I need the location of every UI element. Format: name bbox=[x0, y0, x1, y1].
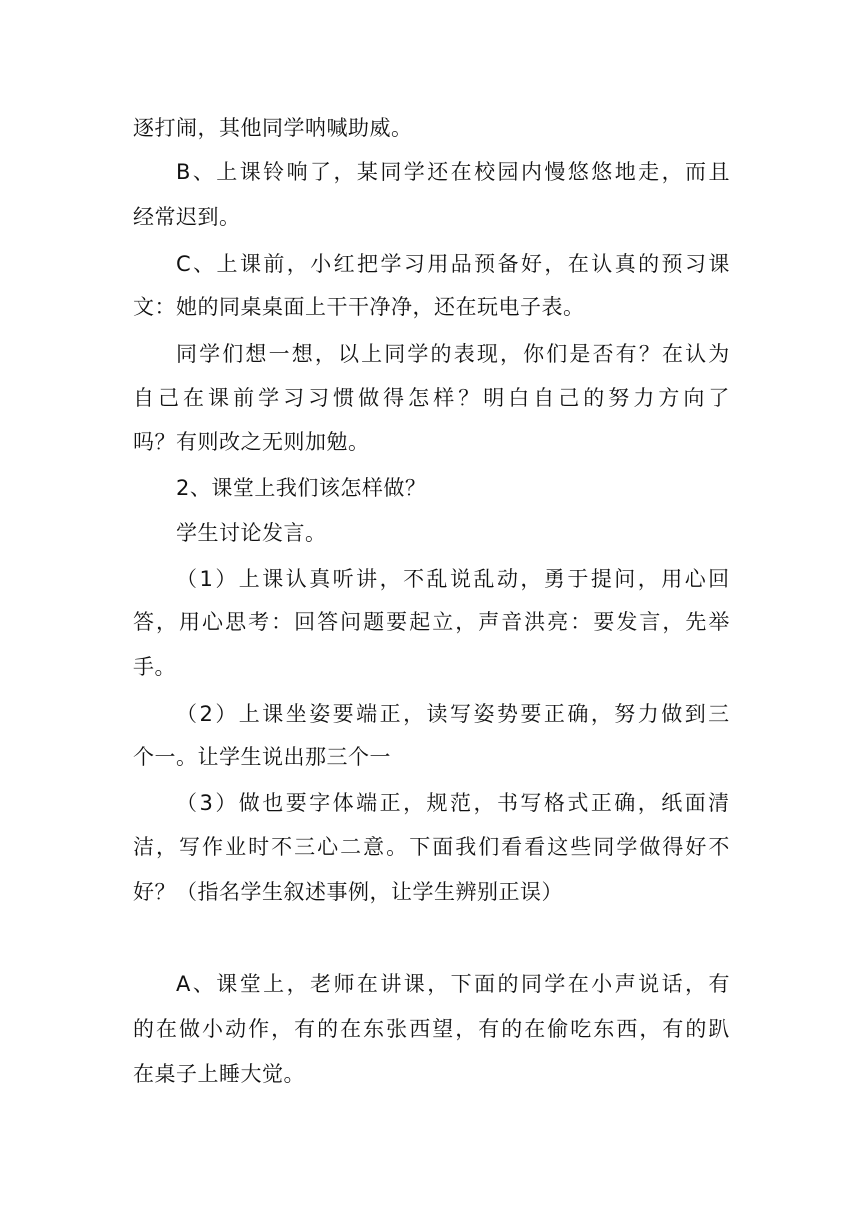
paragraph-line: 学生讨论发言。 bbox=[176, 521, 327, 545]
paragraph-line: 个一。让学生说出那三个一 bbox=[133, 745, 391, 769]
paragraph-line: 吗？有则改之无则加勉。 bbox=[133, 430, 370, 454]
paragraph-line: 逐打闹，其他同学呐喊助威。 bbox=[133, 116, 413, 140]
paragraph-line: 在桌子上睡大觉。 bbox=[133, 1062, 305, 1086]
paragraph-line: 2、课堂上我们该怎样做？ bbox=[176, 476, 427, 500]
paragraph-line: 自 己 在 课 前 学 习 习 惯 做 得 怎 样 ？ 明 白 自 己 的 努 力 方 向 了 bbox=[133, 386, 730, 410]
paragraph-line: 洁 ， 写 作 业 时 不 三 心 二 意 。 下 面 我 们 看 看 这 些 同 学 做 得 好 不 bbox=[133, 835, 730, 859]
paragraph-line: （ 3 ） 做 也 要 字 体 端 正 ， 规 范 ， 书 写 格 式 正 确 ， 纸 面 清 bbox=[176, 791, 730, 815]
paragraph-line: 答 ， 用 心 思 考 ： 回 答 问 题 要 起 立 ， 声 音 洪 亮 ： 要 发 言 ， 先 举 bbox=[133, 610, 730, 634]
paragraph-line: 文：她的同桌桌面上干干净净，还在玩电子表。 bbox=[133, 295, 585, 319]
paragraph-line: 手。 bbox=[133, 655, 176, 679]
paragraph-line: （ 2 ） 上 课 坐 姿 要 端 正 ， 读 写 姿 势 要 正 确 ， 努 力 做 到 三 bbox=[176, 702, 730, 726]
paragraph-line: 经常迟到。 bbox=[133, 205, 241, 229]
paragraph-line: （ 1 ） 上 课 认 真 听 讲 ， 不 乱 说 乱 动 ， 勇 于 提 问 ， 用 心 回 bbox=[176, 567, 730, 591]
paragraph-line: 好？（指名学生叙述事例，让学生辨别正误） bbox=[133, 880, 563, 904]
paragraph-line: 同 学 们 想 一 想 ， 以 上 同 学 的 表 现 ， 你 们 是 否 有 ？ 在 认 为 bbox=[176, 342, 730, 366]
paragraph-line: 的 在 做 小 动 作 ， 有 的 在 东 张 西 望 ， 有 的 在 偷 吃 东 西 ， 有 的 趴 bbox=[133, 1017, 730, 1041]
paragraph-line: B 、 上 课 铃 响 了 ， 某 同 学 还 在 校 园 内 慢 悠 悠 地 走 ， 而 且 bbox=[176, 160, 730, 184]
paragraph-line: C 、 上 课 前 ， 小 红 把 学 习 用 品 预 备 好 ， 在 认 真 的 预 习 课 bbox=[176, 252, 730, 276]
paragraph-line: A 、 课 堂 上 ， 老 师 在 讲 课 ， 下 面 的 同 学 在 小 声 说 话 ， 有 bbox=[176, 972, 730, 996]
